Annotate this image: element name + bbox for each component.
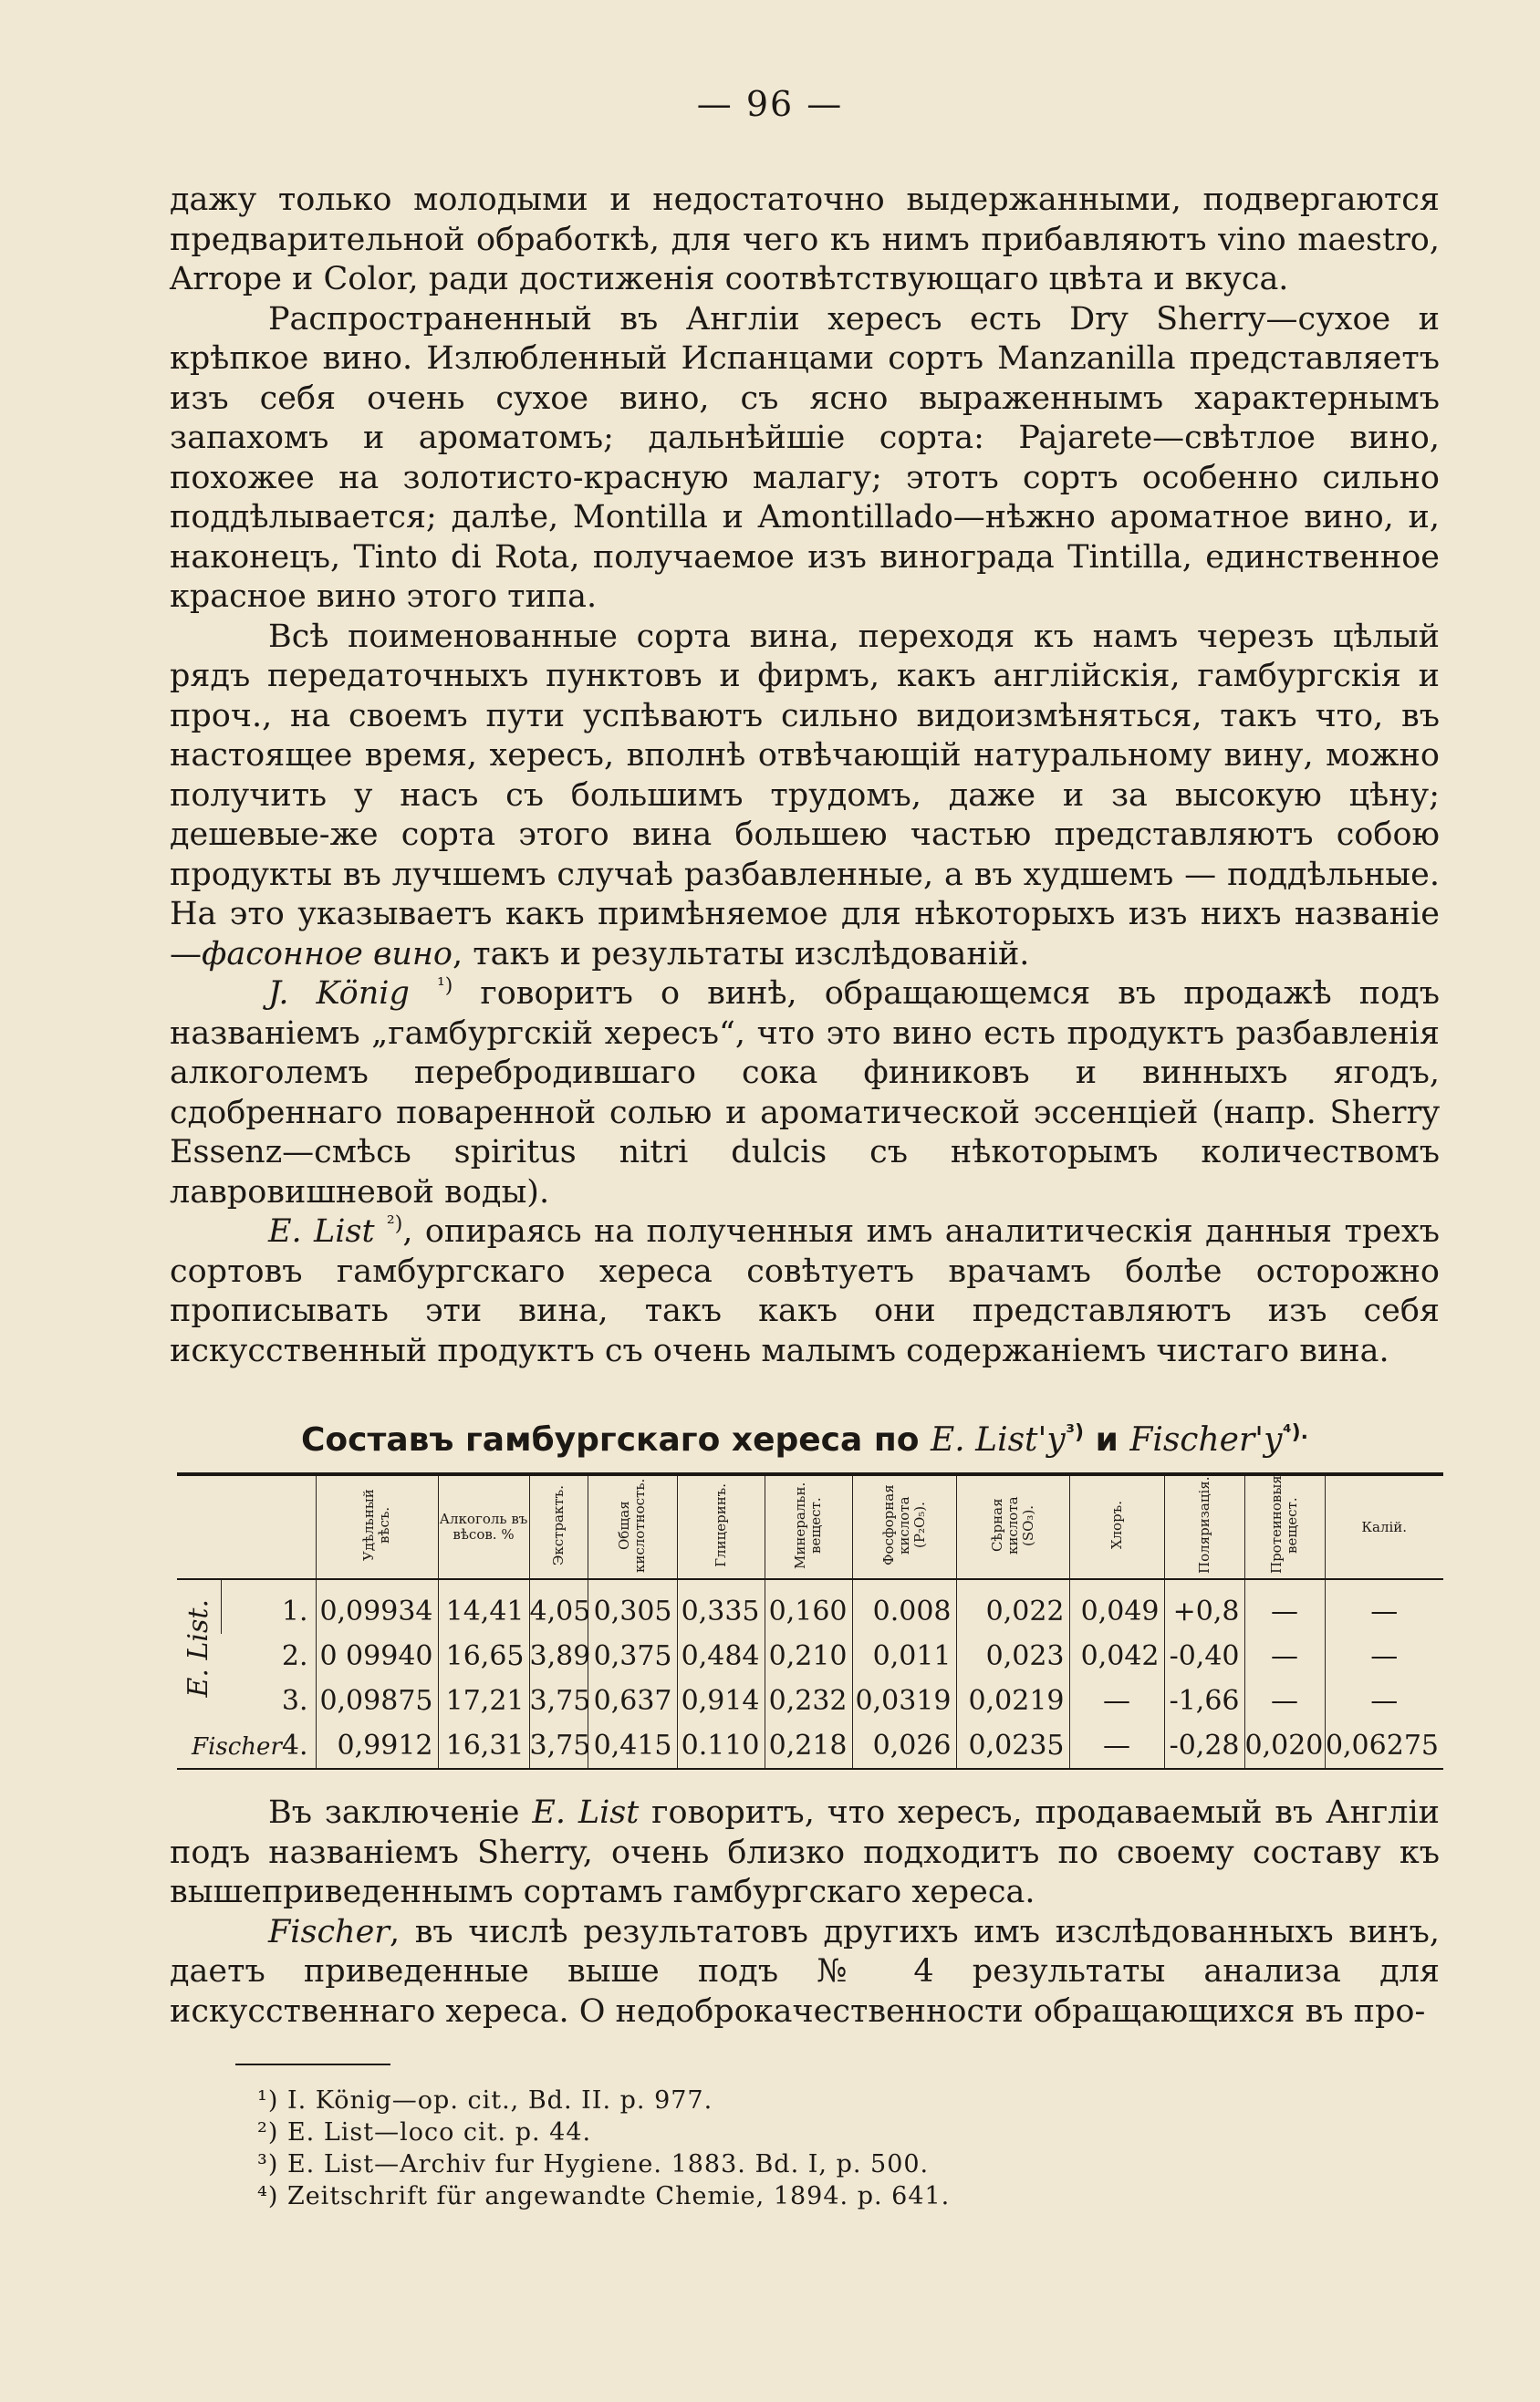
table-title-fn-1: ³) xyxy=(1066,1421,1085,1444)
table-cell: 0,023 xyxy=(956,1634,1069,1679)
row-label: 3. xyxy=(281,1685,308,1717)
table-row xyxy=(177,1579,1443,1634)
header-cell: Общая кислотность. xyxy=(588,1474,677,1579)
row-label: 2. xyxy=(281,1640,308,1672)
body-text xyxy=(170,181,1440,1371)
author-konig: J. König xyxy=(268,975,410,1012)
paragraph-6 xyxy=(170,1794,1440,1913)
table-title-author-2: Fischer'у xyxy=(1129,1421,1283,1459)
table-cell: 0.008 xyxy=(852,1579,956,1634)
author-list-2: E. List xyxy=(532,1794,640,1831)
paragraph-3 xyxy=(170,618,1440,975)
header-cell: Экстрактъ. xyxy=(529,1474,588,1579)
footnote-3: ³) E. List—Archiv fur Hygiene. 1883. Bd. I, p. 500. xyxy=(257,2150,930,2178)
paragraph-7 xyxy=(170,1913,1440,2033)
row-label-fischer: Fischer4. xyxy=(192,1730,308,1762)
table-cell: 0,0219 xyxy=(956,1679,1069,1723)
table-cell: — xyxy=(1244,1679,1325,1723)
table-cell: 0,9912 xyxy=(316,1723,438,1769)
table-cell: 3,75 xyxy=(529,1723,588,1769)
group-label-list: E. List. xyxy=(182,1598,215,1698)
paragraph-1: дажу только молодыми и недостаточно выдержанными, подвергаются предварительной обработкѣ, для чего къ нимъ прибавляютъ vino maestro, Arrope и Color, ради достиженія соотвѣтствующаго цвѣта и вкуса. xyxy=(170,182,1440,297)
table-cell: 16,65 xyxy=(438,1634,529,1679)
header-cell: Протеиновыя вещест. xyxy=(1244,1474,1325,1579)
paragraph-5-text: , опираясь на полученныя имъ аналитическія данныя трехъ сортовъ гамбургскаго хереса совѣтуетъ врачамъ болѣе осторожно прописывать эти вина, такъ какъ они представляютъ изъ себя искусственный продуктъ съ очень малымъ содержаніемъ чистаго вина. xyxy=(170,1213,1440,1369)
table-cell: — xyxy=(1325,1634,1443,1679)
page-number: — 96 — xyxy=(696,84,844,124)
table-cell: 0,022 xyxy=(956,1579,1069,1634)
header-cell: Поляризація. xyxy=(1164,1474,1244,1579)
paragraph-2: Распространенный въ Англіи хересъ есть Dry Sherry—сухое и крѣпкое вино. Излюбленный Испанцами сортъ Manzanilla представляетъ изъ себя очень сухое вино, съ ясно выраженнымъ характернымъ запахомъ и ароматомъ; дальнѣйшіе сорта: Pajarete—свѣтлое вино, похожее на золотисто-красную малагу; этотъ сортъ особенно сильно поддѣлывается; далѣе, Montilla и Amontillado—нѣжно ароматное вино, и, наконецъ, Tinto di Rota, получаемое изъ винограда Tintilla, единственное красное вино этого типа. xyxy=(170,300,1440,615)
post-table-text xyxy=(170,1794,1440,2032)
paragraph-3-text: Всѣ поименованные сорта вина, переходя къ намъ черезъ цѣлый рядъ передаточныхъ пунктовъ и фирмъ, какъ англійскія, гамбургскія и проч., на своемъ пути успѣваютъ сильно видоизмѣняться, такъ что, въ настоящее время, хересъ, вполнѣ отвѣчающій натуральному вину, можно получить у насъ съ большимъ трудомъ, даже и за высокую цѣну; дешевые-же сорта этого вина большею частью представляютъ собою продукты въ лучшемъ случаѣ разбавленные, а въ худшемъ — поддѣльные. На это указываетъ какъ примѣняемое для нѣкоторыхъ изъ нихъ названіе— xyxy=(170,618,1440,972)
paragraph-4-text: говоритъ о винѣ, обращающемся въ продажѣ подъ названіемъ „гамбургскій хересъ“, что это вино есть продуктъ разбавленія алкоголемъ перебродившаго сока финиковъ и винныхъ ягодъ, сдобреннаго поваренной солью и ароматической эссенціей (напр. Sherry Essenz—смѣсь spiritus nitri dulcis съ нѣкоторымъ количествомъ лавровишневой воды). xyxy=(170,975,1440,1211)
header-cell: Сѣрная кислота (SO₃). xyxy=(956,1474,1069,1579)
table-cell: 0,06275 xyxy=(1325,1723,1443,1769)
table-header-row xyxy=(177,1474,1443,1579)
table-cell: 0.110 xyxy=(677,1723,765,1769)
table-cell: 0,218 xyxy=(765,1723,852,1769)
table-cell: -1,66 xyxy=(1164,1679,1244,1723)
table-title-author-1: E. List'у xyxy=(931,1421,1067,1459)
header-cell-alcohol: Алкоголь въ вѣсов. % xyxy=(438,1474,529,1579)
table-cell: 0,305 xyxy=(588,1579,677,1634)
table-cell: 16,31 xyxy=(438,1723,529,1769)
header-cell: Удѣльный вѣсъ. xyxy=(316,1474,438,1579)
table-cell: 0,049 xyxy=(1069,1579,1164,1634)
table-cell: 0,09875 xyxy=(316,1679,438,1723)
table-cell: 0,210 xyxy=(765,1634,852,1679)
footnote-4: ⁴) Zeitschrift für angewandte Chemie, 1894. p. 641. xyxy=(257,2182,951,2210)
table-cell: 0,415 xyxy=(588,1723,677,1769)
table-cell: 0,020 xyxy=(1244,1723,1325,1769)
table-cell: 4,05 xyxy=(529,1579,588,1634)
table-title xyxy=(170,1421,1440,1459)
table-cell: 0,026 xyxy=(852,1723,956,1769)
table-cell: — xyxy=(1069,1723,1164,1769)
table-cell: 3,89 xyxy=(529,1634,588,1679)
footnote-divider xyxy=(235,2064,390,2065)
table-cell: 0,0235 xyxy=(956,1723,1069,1769)
table-cell: 0,09934 xyxy=(316,1579,438,1634)
table-cell: 0,011 xyxy=(852,1634,956,1679)
table-cell: — xyxy=(1069,1679,1164,1723)
table-cell: — xyxy=(1325,1679,1443,1723)
row-label: 1. xyxy=(221,1579,316,1634)
header-cell: Хлоръ. xyxy=(1069,1474,1164,1579)
paragraph-7-text: , въ числѣ результатовъ другихъ имъ изслѣдованныхъ винъ, даетъ приведенные выше подъ № 4 результаты анализа для искусственнаго хереса. О недоброкачественности обращающихся въ про- xyxy=(170,1913,1440,2030)
header-empty xyxy=(177,1474,316,1579)
footnote-ref-2: ²) xyxy=(386,1212,403,1236)
header-cell: Минеральн. вещест. xyxy=(765,1474,852,1579)
footnote-1: ¹) I. König—op. cit., Bd. II. p. 977. xyxy=(257,2086,713,2115)
table-cell: 3,75 xyxy=(529,1679,588,1723)
author-fischer: Fischer xyxy=(268,1913,390,1950)
table-title-fn-2: ⁴). xyxy=(1282,1421,1309,1444)
table-cell: 0,0319 xyxy=(852,1679,956,1723)
table-cell: — xyxy=(1244,1579,1325,1634)
footnotes xyxy=(257,2085,1352,2212)
table-cell: — xyxy=(1244,1634,1325,1679)
paragraph-3-tail: , такъ и результаты изслѣдованій. xyxy=(453,935,1030,972)
paragraph-6-prefix: Въ заключеніе xyxy=(268,1794,533,1831)
table-cell: 0 09940 xyxy=(316,1634,438,1679)
footnote-2: ²) E. List—loco cit. p. 44. xyxy=(257,2118,592,2147)
table-cell: 14,41 xyxy=(438,1579,529,1634)
paragraph-5 xyxy=(170,1212,1440,1371)
table-cell: 0,042 xyxy=(1069,1634,1164,1679)
composition-table-wrap xyxy=(177,1472,1443,1770)
table-cell: — xyxy=(1325,1579,1443,1634)
table-cell: 0,232 xyxy=(765,1679,852,1723)
table-cell: 0,914 xyxy=(677,1679,765,1723)
composition-table xyxy=(177,1472,1443,1770)
table-row xyxy=(177,1634,1443,1679)
table-cell: 0,160 xyxy=(765,1579,852,1634)
table-title-and: и xyxy=(1095,1421,1119,1459)
header-cell: Глицеринъ. xyxy=(677,1474,765,1579)
table-cell: 0,375 xyxy=(588,1634,677,1679)
table-cell: 0,484 xyxy=(677,1634,765,1679)
table-cell: +0,8 xyxy=(1164,1579,1244,1634)
footnote-ref-1: ¹) xyxy=(436,974,453,998)
paragraph-4 xyxy=(170,974,1440,1212)
paragraph-6-text: говоритъ, что хересъ, продаваемый въ Англіи подъ названіемъ Sherry, очень близко подходитъ по своему составу къ вышеприведеннымъ сортамъ гамбургскаго хереса. xyxy=(170,1794,1440,1910)
author-list: E. List xyxy=(268,1213,375,1250)
header-cell: Фосфорная кислота (P₂O₅). xyxy=(852,1474,956,1579)
table-cell: 17,21 xyxy=(438,1679,529,1723)
table-title-prefix: Составъ гамбургскаго хереса по xyxy=(300,1421,920,1459)
table-row xyxy=(177,1679,1443,1723)
paragraph-3-italic: фасонное вино xyxy=(202,935,453,972)
table-cell: 0,335 xyxy=(677,1579,765,1634)
table-cell: -0,28 xyxy=(1164,1723,1244,1769)
table-row xyxy=(177,1723,1443,1769)
table-cell: 0,637 xyxy=(588,1679,677,1723)
header-cell-potassium: Калій. xyxy=(1325,1474,1443,1579)
table-cell: -0,40 xyxy=(1164,1634,1244,1679)
